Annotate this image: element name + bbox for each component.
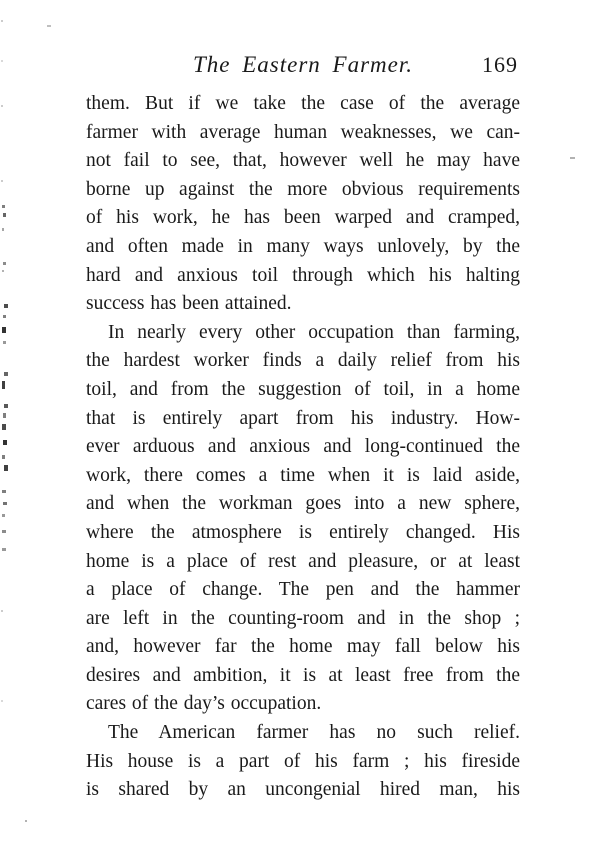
paragraph	[86, 319, 520, 719]
page-number: 169	[482, 52, 518, 77]
scan-speck	[3, 213, 6, 217]
text-line: where the atmosphere is entirely changed. His	[86, 521, 520, 543]
text-line: ever arduous and anxious and long-continued the	[86, 436, 520, 458]
text-line: of his work, he has been warped and cramped,	[86, 207, 520, 229]
scan-speck	[1, 20, 3, 22]
scan-speck	[2, 205, 5, 208]
text-line: the hardest worker finds a daily relief from his	[86, 350, 520, 372]
scan-speck	[3, 315, 6, 318]
text-line: home is a place of rest and pleasure, or at least	[86, 550, 520, 572]
scan-speck	[3, 341, 6, 344]
text-line: them. But if we take the case of the average	[86, 93, 520, 114]
scan-speck	[3, 262, 6, 265]
text-line: work, there comes a time when it is laid aside,	[86, 464, 520, 486]
paragraph	[86, 719, 520, 805]
text-line: The American farmer has no such relief.	[108, 722, 520, 744]
scan-speck	[2, 381, 5, 389]
text-line: and often made in many ways unlovely, by the	[86, 235, 520, 257]
text-line: that is entirely apart from his industry. How-	[86, 407, 520, 429]
scan-speck	[2, 327, 6, 333]
scan-speck	[1, 700, 3, 702]
scan-speck	[2, 270, 4, 272]
scan-speck	[2, 490, 6, 493]
scan-speck	[3, 413, 6, 418]
scan-speck	[1, 610, 3, 612]
scan-speck	[47, 25, 51, 27]
scan-speck	[4, 465, 8, 471]
text-line: borne up against the more obvious requirements	[86, 178, 520, 200]
scan-speck	[1, 180, 3, 182]
text-line: toil, and from the suggestion of toil, in a home	[86, 378, 520, 400]
page-title: The Eastern Farmer.	[192, 52, 414, 77]
page-body	[86, 90, 520, 805]
text-line: are left in the counting-room and in the shop ;	[86, 607, 520, 629]
scan-speck	[4, 372, 8, 376]
scan-speck	[2, 424, 6, 430]
scan-speck	[1, 105, 3, 107]
text-line: and, however far the home may fall below his	[86, 636, 520, 658]
text-line: hard and anxious toil through which his halting	[86, 264, 520, 286]
scan-speck	[4, 304, 8, 308]
scan-speck	[2, 530, 6, 533]
text-line: and when the workman goes into a new sphere,	[86, 493, 520, 515]
scan-speck	[2, 548, 6, 551]
text-line: is shared by an uncongenial hired man, his	[86, 779, 520, 801]
scan-speck	[2, 228, 4, 231]
scan-speck	[4, 404, 8, 408]
text-line: cares of the day’s occupation.	[86, 693, 322, 715]
paragraph	[86, 90, 520, 319]
scan-speck	[3, 502, 7, 505]
text-line: His house is a part of his farm ; his fireside	[86, 750, 520, 772]
text-line: desires and ambition, it is at least free from the	[86, 664, 520, 686]
text-line: not fail to see, that, however well he may have	[86, 150, 520, 172]
scan-speck	[2, 455, 5, 459]
text-line: a place of change. The pen and the hammer	[86, 579, 520, 601]
scan-speck	[570, 157, 575, 159]
text-line: success has been attained.	[86, 293, 292, 315]
text-line: farmer with average human weaknesses, we can-	[86, 121, 520, 143]
scan-speck	[2, 514, 5, 517]
scan-speck	[3, 440, 7, 445]
scan-speck	[1, 60, 3, 62]
running-header	[86, 50, 520, 80]
scan-speck	[25, 820, 27, 822]
text-line: In nearly every other occupation than farming,	[108, 321, 520, 343]
